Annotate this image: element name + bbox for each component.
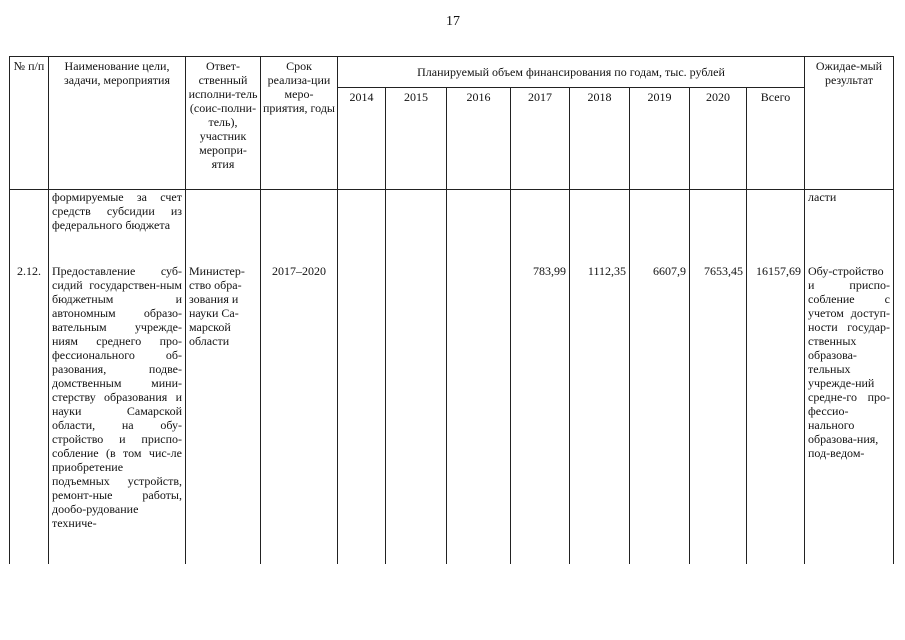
header-year-2020: 2020 <box>690 88 747 190</box>
header-row <box>10 57 894 88</box>
row-2018: 1112,35 <box>570 264 630 564</box>
header-num: № п/п <box>10 57 49 190</box>
page-number: 17 <box>446 14 460 29</box>
header-term: Срок реализа-ции меро-приятия, годы <box>261 57 338 190</box>
header-name: Наименование цели, задачи, мероприятия <box>49 57 186 190</box>
header-year-2018: 2018 <box>570 88 630 190</box>
row-term: 2017–2020 <box>261 264 338 564</box>
cont-result: ласти <box>805 190 894 265</box>
header-funding-group: Планируемый объем финансирования по годам, тыс. рублей <box>338 57 805 88</box>
row-2020: 7653,45 <box>690 264 747 564</box>
header-year-2014: 2014 <box>338 88 386 190</box>
header-year-2017: 2017 <box>511 88 570 190</box>
header-total: Всего <box>747 88 805 190</box>
header-year-2019: 2019 <box>630 88 690 190</box>
row-2019: 6607,9 <box>630 264 690 564</box>
header-result: Ожидае-мый результат <box>805 57 894 190</box>
table-row <box>10 264 894 564</box>
header-year-2016: 2016 <box>447 88 511 190</box>
header-year-2015: 2015 <box>386 88 447 190</box>
cont-name: формируемые за счет средств субсидии из федерального бюджета <box>49 190 186 265</box>
row-result: Обу-стройство и приспо-собление с учетом доступ-ности государ-ственных образова-тельных учрежде-ний средне-го про-фессио-нального образова-ния, под-ведом- <box>805 264 894 564</box>
continuation-row <box>10 190 894 265</box>
row-responsible: Министер-ство обра-зования и науки Са-марской области <box>186 264 261 564</box>
cont-num <box>10 190 49 265</box>
financing-table <box>9 56 894 564</box>
row-total: 16157,69 <box>747 264 805 564</box>
row-2017: 783,99 <box>511 264 570 564</box>
header-responsible: Ответ-ственный исполни-тель (соис-полни-тель), участник меропри-ятия <box>186 57 261 190</box>
row-2014 <box>338 264 386 564</box>
row-2015 <box>386 264 447 564</box>
row-2016 <box>447 264 511 564</box>
row-name: Предоставление суб-сидий государствен-ным бюджетным и автономным образо-вательным учрежде-ниям среднего про-фессионального об-разования, подве-домственным мини-стерству образования и науки Самарской области, на обу-стройство и приспо-собление (в том чис-ле приобретение подъемных устройств, ремонт-ные работы, дообо-рудование техниче- <box>49 264 186 564</box>
row-number: 2.12. <box>10 264 49 564</box>
